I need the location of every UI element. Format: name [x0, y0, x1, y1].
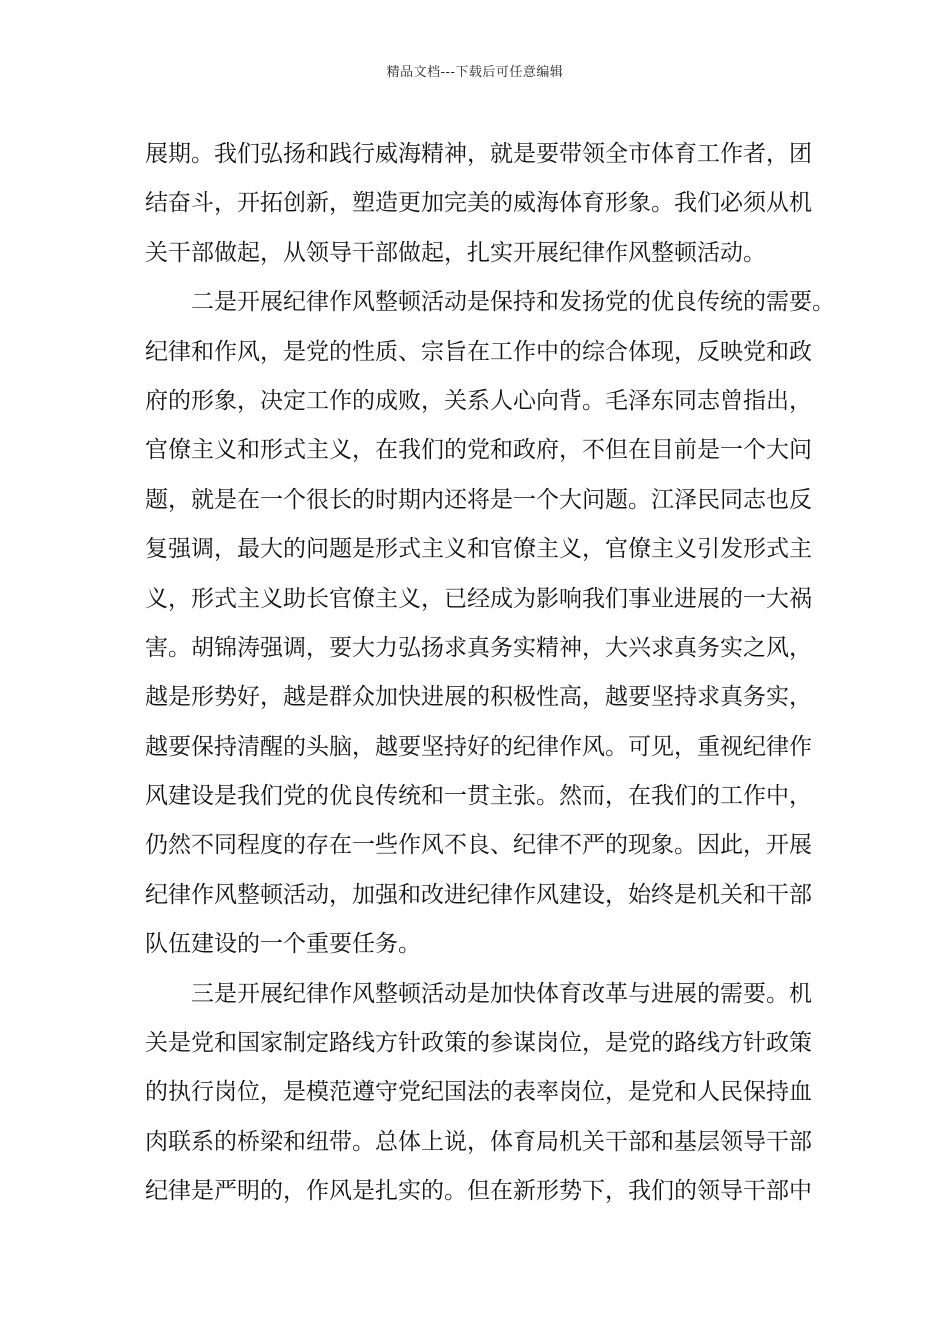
- text-line: 风建设是我们党的优良传统和一贯主张。然而，在我们的工作中，: [145, 783, 812, 810]
- text-line: 复强调，最大的问题是形式主义和官僚主义，官僚主义引发形式主: [145, 536, 812, 563]
- text-line: 害。胡锦涛强调，要大力弘扬求真务实精神，大兴求真务实之风，: [145, 634, 812, 661]
- text-line: 题，就是在一个很长的时期内还将是一个大问题。江泽民同志也反: [145, 486, 812, 513]
- text-line: 越是形势好，越是群众加快进展的积极性高，越要坚持求真务实，: [145, 684, 812, 711]
- paragraph-start-line: 二是开展纪律作风整顿活动是保持和发扬党的优良传统的需要。: [191, 289, 835, 316]
- text-line: 的执行岗位，是模范遵守党纪国法的表率岗位，是党和人民保持血: [145, 1079, 812, 1106]
- text-line: 结奋斗，开拓创新，塑造更加完美的威海体育形象。我们必须从机: [145, 190, 812, 217]
- text-line: 纪律和作风，是党的性质、宗旨在工作中的综合体现，反映党和政: [145, 338, 812, 365]
- text-line: 纪律作风整顿活动，加强和改进纪律作风建设，始终是机关和干部: [145, 881, 812, 908]
- text-line: 义，形式主义助长官僚主义，已经成为影响我们事业进展的一大祸: [145, 585, 812, 612]
- paragraph-start-line: 三是开展纪律作风整顿活动是加快体育改革与进展的需要。机: [191, 980, 812, 1007]
- text-line: 官僚主义和形式主义，在我们的党和政府，不但在目前是一个大问: [145, 437, 812, 464]
- text-line: 府的形象，决定工作的成败，关系人心向背。毛泽东同志曾指出，: [145, 387, 812, 414]
- text-line: 越要保持清醒的头脑，越要坚持好的纪律作风。可见，重视纪律作: [145, 733, 812, 760]
- text-line: 纪律是严明的，作风是扎实的。但在新形势下，我们的领导干部中: [145, 1178, 812, 1205]
- text-line: 队伍建设的一个重要任务。: [145, 931, 421, 958]
- text-line: 展期。我们弘扬和践行威海精神，就是要带领全市体育工作者，团: [145, 141, 812, 167]
- text-line: 肉联系的桥梁和纽带。总体上说，体育局机关干部和基层领导干部: [145, 1128, 812, 1155]
- text-line: 仍然不同程度的存在一些作风不良、纪律不严的现象。因此，开展: [145, 832, 812, 859]
- text-line: 关干部做起，从领导干部做起，扎实开展纪律作风整顿活动。: [145, 239, 766, 266]
- text-line: 关是党和国家制定路线方针政策的参谋岗位，是党的路线方针政策: [145, 1030, 812, 1057]
- page-header: 精品文档---下载后可任意编辑: [386, 65, 564, 80]
- body-text: [145, 130, 835, 1217]
